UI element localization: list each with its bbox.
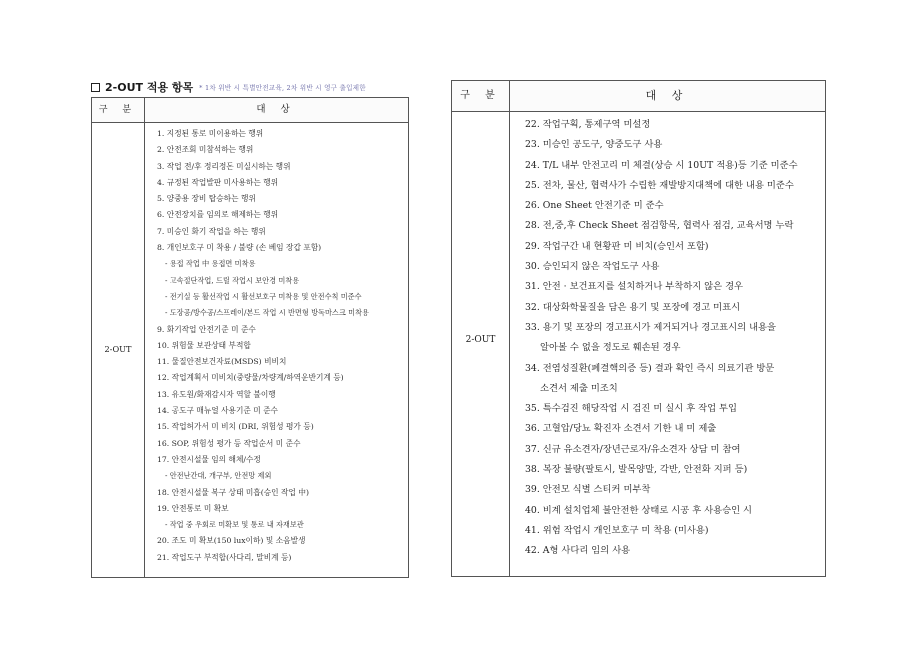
list-item: 25. 전차, 물산, 협력사가 수립한 재발방지대책에 대한 내용 미준수: [525, 179, 794, 191]
list-item: 37. 신규 유소견자/장년근로자/유소견자 상담 미 참여: [525, 443, 741, 455]
list-item: 2. 안전조회 미참석하는 행위: [157, 145, 254, 155]
list-item: - 도장공/방수공/스프레이/본드 작업 시 반면형 방독마스크 미착용: [165, 308, 369, 318]
list-item: 34. 전염성질환(폐결핵의증 등) 결과 확인 즉시 의료기관 방문: [525, 362, 775, 374]
list-item: 17. 안전시설물 임의 해체/수정: [157, 454, 261, 464]
list-item: 40. 비계 설치업체 불안전한 상태로 시공 후 사용승인 시: [525, 504, 753, 516]
list-item: 1. 지정된 통로 미이용하는 행위: [157, 129, 264, 138]
list-item: 42. A형 사다리 임의 사용: [525, 545, 631, 557]
list-item: 7. 미승인 화기 작업을 하는 행위: [157, 226, 266, 236]
list-item: 8. 개인보호구 미 착용 / 불량 (손 베임 장갑 포함): [157, 243, 322, 253]
header-target: 대 상: [256, 104, 296, 115]
list-item: - 용접 작업 中 용접면 미착용: [165, 259, 256, 269]
list-item: 5. 양중용 장비 탑승하는 행위: [157, 194, 256, 204]
page-title: [91, 80, 366, 94]
list-item: - 작업 중 우회로 미확보 및 통로 내 자재보관: [165, 520, 304, 530]
right-table: [451, 80, 826, 577]
list-item: 알아볼 수 없을 정도로 훼손된 경우: [540, 342, 681, 354]
list-item: 소견서 제출 미조치: [540, 382, 618, 394]
list-item: 39. 안전모 식별 스티커 미부착: [525, 484, 651, 496]
list-item: 12. 작업계획서 미비치(중량물/차량계/하역운반기계 등): [157, 373, 344, 383]
column-divider: [144, 98, 145, 577]
list-item: 15. 작업허가서 미 비치 (DRI, 위험성 평가 등): [157, 422, 314, 432]
list-item: - 안전난간대, 개구부, 안전망 제외: [165, 471, 272, 481]
list-item: - 고속절단작업, 드릴 작업시 보안경 미착용: [165, 275, 300, 285]
list-item: - 전기실 등 활선작업 시 활선보호구 미착용 및 안전수칙 미준수: [165, 291, 362, 301]
list-item: 6. 안전장치를 임의로 해제하는 행위: [157, 210, 279, 220]
section-title: 2-OUT 적용 항목: [105, 81, 194, 94]
list-item: 11. 물질안전보건자료(MSDS) 비비치: [157, 357, 287, 367]
list-item: 23. 미승인 공도구, 양중도구 사용: [525, 139, 663, 151]
list-item: 21. 작업도구 부적합(사다리, 말비계 등): [157, 552, 292, 562]
list-item: 31. 안전 · 보건표지를 설치하거나 부착하지 않은 경우: [525, 281, 744, 293]
list-item: 3. 작업 전/후 정리정돈 미실시하는 행위: [157, 161, 291, 171]
category-label: 2-OUT: [465, 335, 496, 345]
right-item-list: [525, 115, 821, 562]
list-item: 14. 공도구 매뉴얼 사용기준 미 준수: [157, 406, 278, 416]
list-item: 10. 위험물 보관상태 부적합: [157, 340, 251, 350]
list-item: 41. 위험 작업시 개인보호구 미 착용 (미사용): [525, 524, 709, 536]
column-divider: [509, 81, 510, 576]
list-item: 33. 용기 및 포장의 경고표시가 제거되거나 경고표시의 내용을: [525, 321, 777, 333]
list-item: 36. 고혈압/당뇨 확진자 소견서 기한 내 미 제출: [525, 423, 717, 435]
left-table: [91, 97, 409, 578]
list-item: 28. 전,중,후 Check Sheet 점검항목, 협력사 점검, 교육서명 누락: [525, 220, 794, 232]
header-target: 대 상: [645, 89, 689, 102]
list-item: 13. 유도원/화재감시자 역할 불이행: [157, 389, 276, 399]
list-item: 4. 규정된 작업발판 미사용하는 행위: [157, 177, 279, 187]
list-item: 22. 작업구획, 통제구역 미설정: [525, 119, 651, 130]
list-item: 24. T/L 내부 안전고리 미 체결(상승 시 10UT 적용)등 기준 미준수: [525, 159, 798, 171]
list-item: 20. 조도 미 확보(150 lux이하) 및 소음발생: [157, 536, 306, 546]
table-header: [452, 81, 825, 112]
list-item: 16. SOP, 위험성 평가 등 작업순서 미 준수: [157, 438, 301, 448]
list-item: 38. 복장 불량(팔토시, 발목양말, 각반, 안전화 지퍼 등): [525, 464, 748, 476]
list-item: 30. 승인되지 않은 작업도구 사용: [525, 261, 660, 273]
list-item: 32. 대상화학물질을 담은 용기 및 포장에 경고 미표시: [525, 301, 741, 313]
header-category: 구 분: [98, 105, 138, 115]
table-header: [92, 98, 408, 123]
left-item-list: [157, 126, 405, 566]
section-note: * 1차 위반 시 특별안전교육, 2차 위반 시 영구 출입제한: [199, 84, 366, 92]
list-item: 9. 화기작업 안전기준 미 준수: [157, 324, 256, 334]
checkbox-icon: [91, 83, 100, 92]
list-item: 26. One Sheet 안전기준 미 준수: [525, 200, 664, 212]
header-category: 구 분: [460, 90, 501, 101]
category-label: 2-OUT: [104, 344, 132, 354]
list-item: 18. 안전시설물 복구 상태 미흡(승인 작업 中): [157, 487, 309, 497]
list-item: 35. 특수검진 해당작업 시 검진 미 실시 후 작업 투입: [525, 403, 738, 415]
list-item: 19. 안전통로 미 확보: [157, 503, 229, 513]
list-item: 29. 작업구간 내 현황판 미 비치(승인서 포함): [525, 240, 709, 252]
